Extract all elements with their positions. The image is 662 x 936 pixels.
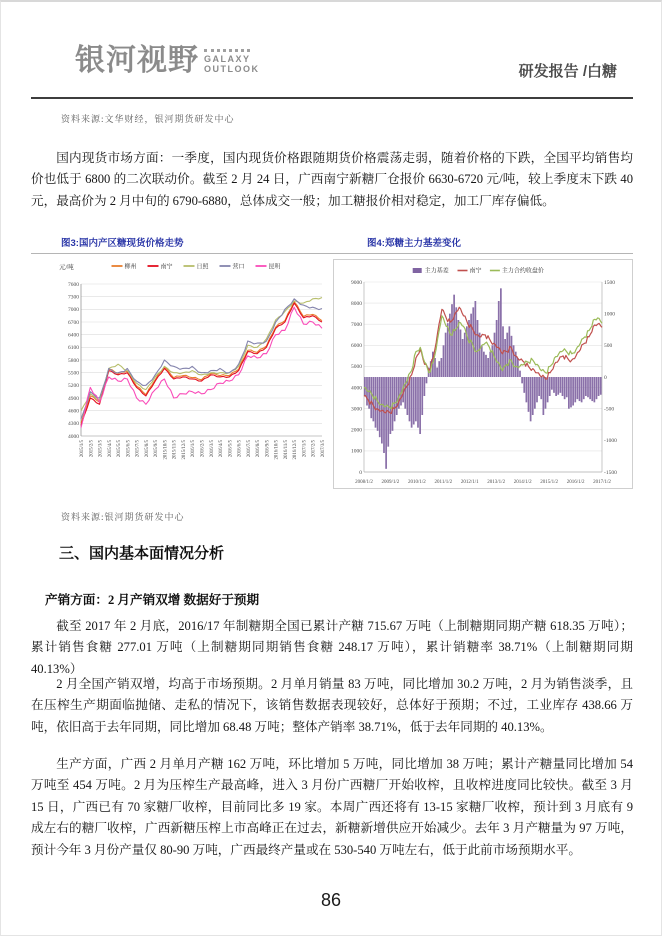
svg-text:4600: 4600 <box>68 408 79 415</box>
fig3-spot-price-line-chart <box>45 258 330 488</box>
logo-text-en <box>204 49 260 75</box>
svg-text:日照: 日照 <box>196 264 209 271</box>
svg-text:4300: 4300 <box>68 421 79 428</box>
svg-text:2015/9/5: 2015/9/5 <box>154 440 160 458</box>
page-number: 86 <box>320 890 342 910</box>
svg-text:3000: 3000 <box>351 406 362 413</box>
svg-text:2012/1/1: 2012/1/1 <box>460 480 479 485</box>
svg-text:2017/1/5: 2017/1/5 <box>302 440 308 458</box>
galaxy-logo <box>75 46 260 76</box>
svg-text:2013/1/2: 2013/1/2 <box>487 480 506 485</box>
svg-text:8000: 8000 <box>351 300 362 307</box>
header-divider <box>31 97 633 99</box>
svg-text:7600: 7600 <box>68 281 79 288</box>
svg-text:2017/2/5: 2017/2/5 <box>311 440 317 458</box>
svg-text:昆明: 昆明 <box>268 264 281 271</box>
svg-text:6100: 6100 <box>68 345 79 352</box>
svg-text:2000: 2000 <box>351 427 362 434</box>
svg-text:2016/3/5: 2016/3/5 <box>209 440 215 458</box>
svg-text:-1500: -1500 <box>604 469 617 476</box>
svg-text:2015/3/5: 2015/3/5 <box>98 440 104 458</box>
svg-text:7300: 7300 <box>68 294 79 301</box>
svg-text:-500: -500 <box>604 406 615 413</box>
svg-text:2008/1/2: 2008/1/2 <box>355 480 373 485</box>
subsection-heading: 产销方面：2 月产销双增 数据好于预期 <box>45 593 260 607</box>
svg-text:2016/12/5: 2016/12/5 <box>293 440 299 460</box>
svg-text:南宁: 南宁 <box>469 268 482 275</box>
svg-text:1000: 1000 <box>351 448 362 455</box>
svg-text:2016/9/5: 2016/9/5 <box>265 440 271 458</box>
svg-text:500: 500 <box>604 343 613 350</box>
svg-text:4000: 4000 <box>351 385 362 392</box>
svg-text:营口: 营口 <box>232 264 245 271</box>
logo-text-cn: 银河视野 <box>75 44 199 77</box>
svg-text:2016/10/5: 2016/10/5 <box>274 440 280 460</box>
svg-text:2016/6/5: 2016/6/5 <box>237 440 243 458</box>
svg-text:5200: 5200 <box>68 383 79 390</box>
svg-text:6400: 6400 <box>68 332 79 339</box>
svg-text:主力合约收盘价: 主力合约收盘价 <box>501 268 544 275</box>
svg-text:2015/6/5: 2015/6/5 <box>126 440 132 458</box>
svg-text:2015/1/2: 2015/1/2 <box>540 480 558 485</box>
svg-text:0: 0 <box>359 469 362 476</box>
svg-text:南宁: 南宁 <box>160 264 173 271</box>
svg-text:2016/1/5: 2016/1/5 <box>191 440 197 458</box>
fig4-title: 图4:郑糖主力基差变化 <box>367 238 461 249</box>
fig3-title: 图3:国内产区糖现货价格走势 <box>61 238 184 249</box>
svg-text:2009/1/2: 2009/1/2 <box>381 480 400 485</box>
paragraph-spot-market: 国内现货市场方面：一季度，国内现货价格跟随期货价格震荡走弱，随着价格的下跌，全国平均销售均价也低于 6800 的二次联动价。截至 2 月 24 日，广西南宁新糖厂仓报价 6630-6720 元/吨，较上季度末下跌 40 元，最高价为 2 月中旬的 6790-6880，总体成交一般；加工糖报价相对稳定，加工厂库存偏低。 <box>31 151 633 208</box>
svg-text:2014/1/2: 2014/1/2 <box>513 480 532 485</box>
source-note-top: 资料来源:文华财经，银河期货研发中心 <box>61 114 235 124</box>
svg-text:2010/1/2: 2010/1/2 <box>408 480 426 485</box>
svg-text:主力基差: 主力基差 <box>424 268 449 275</box>
report-type-label: 研发报告 /白糖 <box>518 63 617 80</box>
svg-text:2016/2/5: 2016/2/5 <box>200 440 206 458</box>
svg-text:柳州: 柳州 <box>124 264 137 271</box>
svg-text:2015/12/5: 2015/12/5 <box>182 440 187 460</box>
logo-text-galaxy: GALAXY <box>204 54 251 64</box>
svg-text:2015/2/5: 2015/2/5 <box>89 440 95 458</box>
svg-text:6000: 6000 <box>351 343 362 350</box>
logo-text-outlook: OUTLOOK <box>204 64 260 75</box>
svg-text:2017/3/5: 2017/3/5 <box>321 440 326 458</box>
svg-text:2016/8/5: 2016/8/5 <box>256 440 262 458</box>
svg-text:2015/5/5: 2015/5/5 <box>117 440 123 458</box>
svg-text:2016/7/5: 2016/7/5 <box>246 440 252 458</box>
svg-text:9000: 9000 <box>351 279 362 286</box>
svg-text:2015/1/5: 2015/1/5 <box>80 440 85 458</box>
svg-text:5500: 5500 <box>68 370 79 377</box>
svg-text:4900: 4900 <box>68 395 79 402</box>
svg-text:1000: 1000 <box>604 311 615 318</box>
source-note-charts: 资料来源:银河期货研发中心 <box>61 512 185 522</box>
svg-text:2016/4/5: 2016/4/5 <box>219 440 224 458</box>
fig4-basis-combo-chart <box>333 259 633 489</box>
svg-text:0: 0 <box>604 374 607 381</box>
logo-dots-icon <box>204 49 250 52</box>
svg-text:7000: 7000 <box>351 322 362 329</box>
svg-text:元/吨: 元/吨 <box>59 264 74 271</box>
figure-divider <box>31 253 633 254</box>
svg-text:2015/8/5: 2015/8/5 <box>144 440 150 458</box>
svg-text:2016/1/2: 2016/1/2 <box>566 480 585 485</box>
svg-text:5800: 5800 <box>68 357 79 364</box>
section-heading: 三、国内基本面情况分析 <box>59 545 225 562</box>
svg-text:2015/4/5: 2015/4/5 <box>107 440 113 458</box>
svg-text:6700: 6700 <box>68 319 79 326</box>
svg-text:4000: 4000 <box>68 433 79 440</box>
svg-text:2015/7/5: 2015/7/5 <box>135 440 141 458</box>
svg-text:2016/5/5: 2016/5/5 <box>228 440 234 458</box>
svg-text:-1000: -1000 <box>604 438 617 445</box>
paragraph-february-data: 2 月全国产销双增，均高于市场预期。2 月单月销量 83 万吨，同比增加 30.2 万吨，2 月为销售淡季，且在压榨生产期面临抛储、走私的情况下，该销售数据表现较好，总体好于预期；不过，工业库存 438.66 万吨，依旧高于去年同期，同比增加 68.48 万吨；整体产销率 38.71%，低于去年同期的 40.13%。 <box>31 677 633 734</box>
svg-text:1500: 1500 <box>604 279 615 286</box>
svg-text:2016/11/5: 2016/11/5 <box>283 440 289 460</box>
svg-text:5000: 5000 <box>351 364 362 371</box>
svg-text:2011/1/2: 2011/1/2 <box>434 480 453 485</box>
svg-text:7000: 7000 <box>68 307 79 314</box>
paragraph-production-sales: 截至 2017 年 2 月底，2016/17 年制糖期全国已累计产糖 715.67 万吨（上制糖期同期产糖 618.35 万吨）；累计销售食糖 277.01 万吨（上制糖期同期销售食糖 248.17 万吨），累计销糖率 38.71%（上制糖期同期 40.13%） <box>31 619 633 676</box>
paragraph-guangxi-production: 生产方面，广西 2 月单月产糖 162 万吨，环比增加 5 万吨，同比增加 38 万吨；累计产糖量同比增加 54 万吨至 454 万吨。2 月为压榨生产最高峰，进入 3 月份广西糖厂开始收榨，且收榨进度同比较快。截至 3 月 15 日，广西已有 70 家糖厂收榨，目前同比多 19 家。本周广西还将有 13-15 家糖厂收榨，预计到 3 月底有 9 成左右的糖厂收榨，广西新糖压榨上市高峰正在过去，新糖新增供应开始减少。去年 3 月产糖量为 97 万吨，预计今年 3 月份产量仅 80-90 万吨，广西最终产量或在 530-540 万吨左右，低于此前市场预期水平。 <box>31 757 633 857</box>
svg-text:2017/1/2: 2017/1/2 <box>593 480 611 485</box>
svg-text:2015/11/5: 2015/11/5 <box>172 440 178 460</box>
svg-text:2015/10/5: 2015/10/5 <box>163 440 169 460</box>
